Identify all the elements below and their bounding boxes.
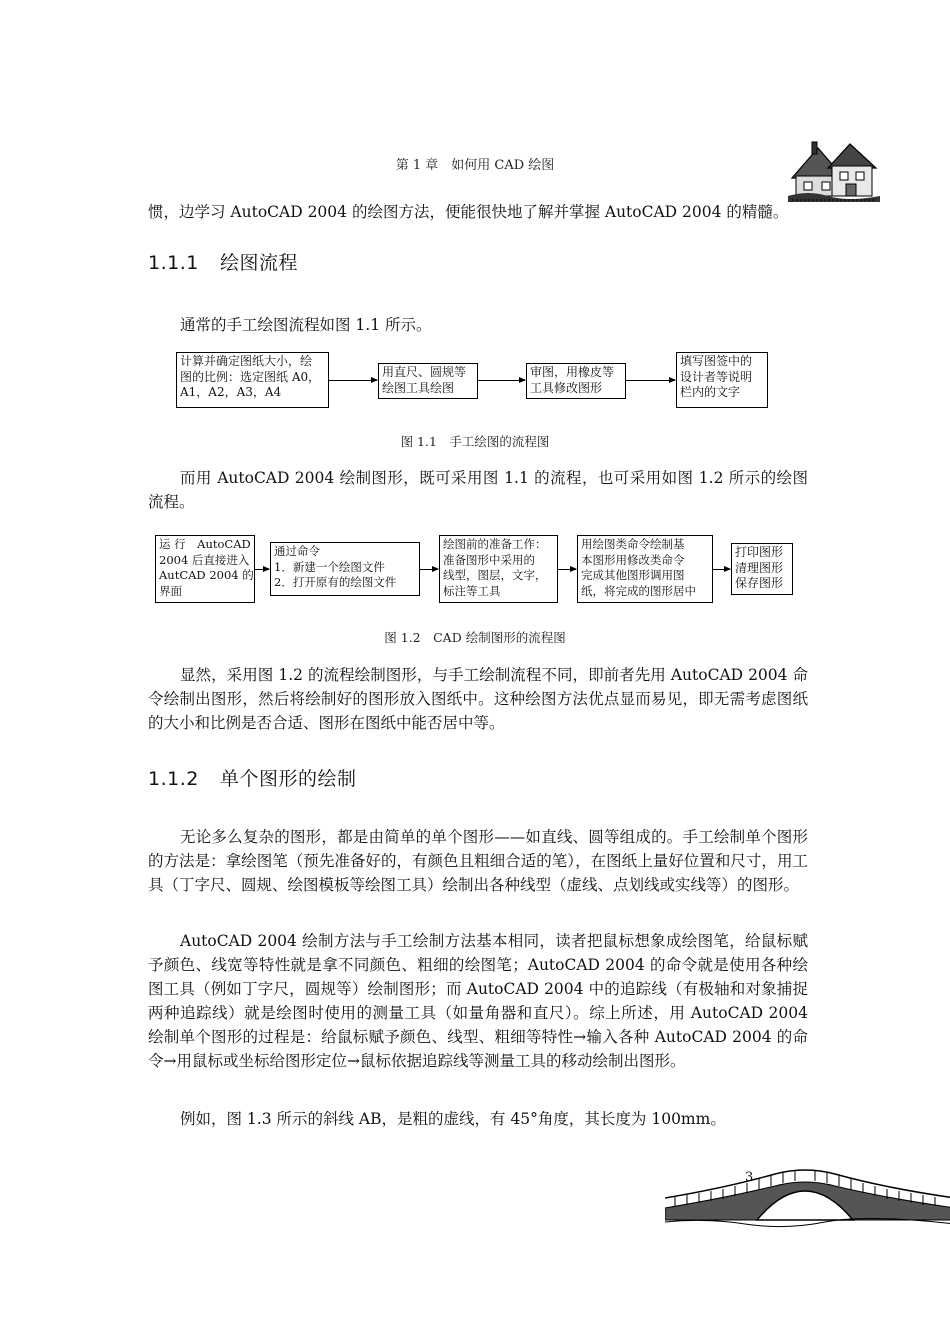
box-line: 审图，用橡皮等	[530, 365, 615, 379]
box-line: 本图形用修改类命令	[581, 552, 685, 567]
flow-arrow	[420, 569, 438, 570]
box-line: 绘图前的准备工作：	[443, 537, 547, 551]
paragraph: 通常的手工绘图流程如图 1.1 所示。	[180, 316, 432, 334]
box-line: 用直尺、圆规等	[382, 365, 467, 379]
box-line: 完成其他图形调用图	[581, 568, 685, 582]
section-number: 1.1.1	[148, 252, 199, 274]
paragraph: 而用 AutoCAD 2004 绘制图形，既可采用图 1.1 的流程，也可采用如图 1.2 所示的绘图流程。	[148, 469, 808, 511]
paragraph: 无论多么复杂的图形，都是由简单的单个图形——如直线、圆等组成的。手工绘制单个图形的方法是：拿绘图笔（预先准备好的，有颜色且粗细合适的笔），在图纸上量好位置和尺寸，用工具（丁字尺、圆规、绘图模板等绘图工具）绘制出各种线型（虚线、点划线或实线等）的图形。	[148, 828, 808, 894]
box-line: AutCAD 2004 的	[159, 568, 254, 582]
flow-arrow	[558, 569, 576, 570]
box-line: 线型，图层，文字，	[443, 568, 547, 582]
box-line: 通过命令	[274, 544, 320, 558]
flow-box	[439, 535, 558, 603]
running-header: 第 1 章 如何用 CAD 绘图	[395, 158, 555, 173]
box-line: 图的比例：选定图纸 A0，	[180, 369, 321, 384]
figure-caption: 图 1.1 手工绘图的流程图	[400, 434, 550, 449]
box-line: 填写图签中的	[680, 354, 753, 368]
box-line: 设计者等说明	[680, 369, 753, 384]
box-line: 清理图形	[735, 560, 784, 575]
paragraph: 显然，采用图 1.2 的流程绘制图形，与手工绘制流程不同，即前者先用 AutoCAD 2004 命令绘制出图形，然后将绘制好的图形放入图纸中。这种绘图方法优点显而易见，即无需考虑图纸的大小和比例是否合适、图形在图纸中能否居中等。	[148, 666, 808, 732]
box-line: 绘图工具绘图	[382, 380, 455, 395]
paragraph: 例如，图 1.3 所示的斜线 AB，是粗的虚线，有 45°角度，其长度为 100mm。	[180, 1110, 726, 1128]
box-line: 2．打开原有的绘图文件	[274, 575, 397, 589]
box-line: 准备图形中采用的	[443, 552, 535, 567]
figure-1-2	[0, 0, 950, 620]
box-line: 计算并确定图纸大小，绘	[180, 354, 313, 368]
page-number: 3	[745, 1170, 754, 1185]
box-line: 打印图形	[735, 545, 784, 559]
box-line: 界面	[159, 583, 182, 598]
section-number: 1.1.2	[148, 768, 199, 790]
flow-arrow	[255, 569, 269, 570]
figure-caption: 图 1.2 CAD 绘制图形的流程图	[384, 630, 566, 645]
box-line: 保存图形	[735, 576, 784, 590]
box-line: A1，A2，A3，A4	[180, 385, 282, 399]
section-title: 单个图形的绘制	[220, 768, 357, 790]
flow-box	[270, 542, 420, 596]
bridge-illustration	[665, 1158, 950, 1228]
flow-box	[731, 543, 793, 595]
intro-paragraph: 惯，边学习 AutoCAD 2004 的绘图方法，便能很快地了解并掌握 AutoCAD 2004 的精髓。	[148, 203, 789, 221]
flow-arrow	[713, 569, 730, 570]
section-heading-1-1-2	[148, 764, 357, 791]
box-line: 纸，将完成的图形居中	[581, 583, 696, 598]
box-line: 栏内的文字	[680, 385, 741, 399]
box-line: 1．新建一个绘图文件	[274, 559, 385, 574]
box-line: 工具修改图形	[530, 380, 603, 395]
section-title: 绘图流程	[220, 252, 299, 274]
box-line: 2004 后直接进入	[159, 552, 250, 567]
box-line: 用绘图类命令绘制基	[581, 537, 685, 551]
box-line: 标注等工具	[443, 583, 501, 598]
box-line: 运 行 AutoCAD	[159, 537, 251, 551]
paragraph: AutoCAD 2004 绘制方法与手工绘制方法基本相同，读者把鼠标想象成绘图笔，给鼠标赋予颜色、线宽等特性就是拿不同颜色、粗细的绘图笔；AutoCAD 2004 的命令就是使用各种绘图工具（例如丁字尺，圆规等）绘制图形；而 AutoCAD 2004 中的追踪线（有极轴和对象捕捉两种追踪线）就是绘图时使用的测量工具（如量角器和直尺）。综上所述，用 AutoCAD 2004 绘制单个图形的过程是：给鼠标赋予颜色、线型、粗细等特性→输入各种 AutoCAD 2004 的命令→用鼠标或坐标给图形定位→鼠标依据追踪线等测量工具的移动绘制出图形。	[148, 932, 808, 1070]
flow-box	[155, 535, 255, 603]
flow-box	[577, 535, 713, 603]
